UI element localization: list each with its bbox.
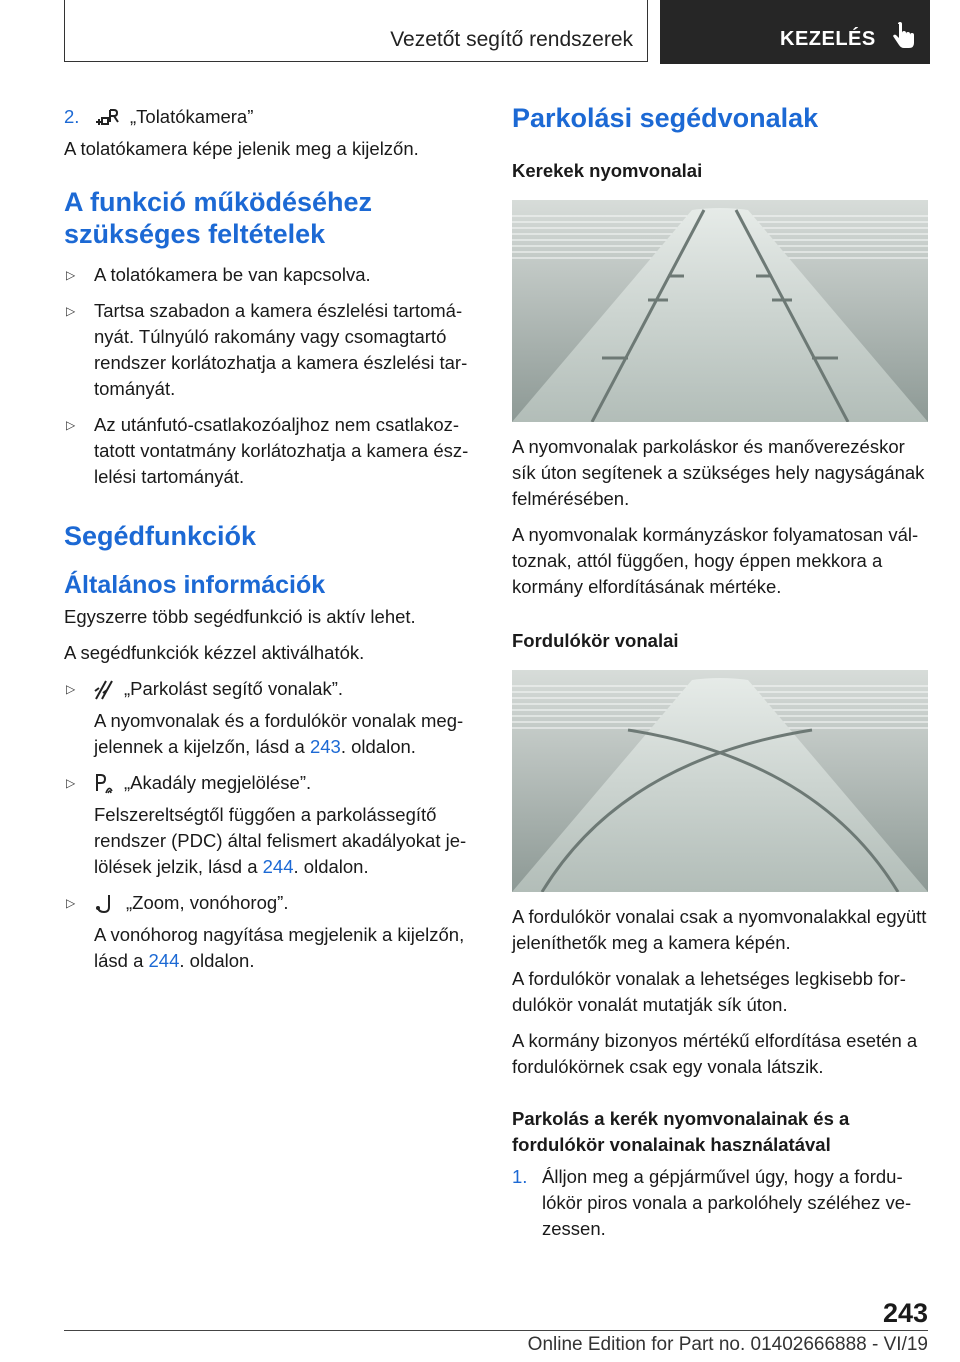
step-number: 2. [64,106,80,127]
rear-camera-icon [94,108,120,128]
heading-parking-lines: Parkolási segédvonalak [512,103,819,133]
section-title: Vezetőt segítő rendszerek [390,28,633,51]
paragraph: A fordulókör vonalak a lehetséges legkisebb fordulókör vonalát mutatják sík úton. [512,968,906,1015]
step-1 [512,1164,928,1242]
right-column [512,96,928,1242]
heading-parking-usage: Parkolás a kerék nyomvonalainak és a fordulókör vonalainak használatával [512,1108,850,1155]
list-item: ▷ „Akadály megjelölése”. Felszereltségtől függően a parkolássegítő rendszer (PDC) által felismert akadályokat jelölések jelzik, lásd a 244. oldalon. [66,772,467,877]
step-2 [64,104,478,130]
heading-prerequisites: A funkció működéséhez szükséges feltételek [64,187,373,249]
edition-text: Online Edition for Part no. 01402666888 - VI/19 [527,1334,928,1355]
step-text: Álljon meg a gépjárművel úgy, hogy a fordulókör piros vonala a parkolóhely széléhez vezessen. [542,1166,912,1239]
list-item: ▷ Az utánfutó-csatlakozóaljhoz nem csatlakoztatott vontatmány korlátozhatja a kamera észlelési tartományát. [66,414,469,487]
triangle-bullet-icon: ▷ [66,776,76,790]
triangle-bullet-icon: ▷ [66,896,76,910]
paragraph: A fordulókör vonalai csak a nyomvonalakkal együtt jeleníthetők meg a kamera képén. [512,906,927,953]
paragraph: A segédfunkciók kézzel aktiválhatók. [64,642,365,663]
triangle-bullet-icon: ▷ [66,304,76,318]
turning-circle-camera-image [512,670,928,892]
list-item: ▷ „Zoom, vonóhorog”. A vonóhorog nagyítása megjelenik a kijelzőn, lásd a 244. oldalon. [66,892,465,971]
parking-lines-icon [94,679,114,701]
page-number: 243 [882,1298,928,1328]
paragraph: A nyomvonalak parkoláskor és manőverezéskor sík úton segítenek a szükséges hely nagyságának felmérésében. [512,436,925,509]
chapter-tab [660,0,930,64]
obstacle-marking-icon [94,773,114,795]
left-column [64,96,478,974]
list-item: ▷ Tartsa szabadon a kamera észlelési tartományát. Túlnyúló rakomány vagy csomagtartó rendszer korlátozhatja a kamera észlelési tartományát. [66,300,468,399]
triangle-bullet-icon: ▷ [66,268,76,282]
heading-general-info: Általános információk [64,571,326,599]
page-header [64,0,930,64]
triangle-bullet-icon: ▷ [66,682,76,696]
heading-wheel-tracks: Kerekek nyomvonalai [512,160,703,181]
heading-assist-functions: Segédfunkciók [64,521,257,551]
step-number: 1. [512,1166,528,1187]
page-link[interactable]: 244 [262,856,294,877]
section-tab [64,0,648,62]
hand-pointer-icon [892,22,916,52]
triangle-bullet-icon: ▷ [66,418,76,432]
chapter-title: KEZELÉS [780,28,876,50]
step-label: „Tolatókamera” [130,106,254,127]
tow-hitch-zoom-icon [94,893,116,915]
list-item: ▷ „Parkolást segítő vonalak”. A nyomvonalak és a fordulókör vonalak megjelennek a kijelzőn, lásd a 243. oldalon. [66,678,464,757]
paragraph: Egyszerre több segédfunkció is aktív lehet. [64,606,416,627]
page-link[interactable]: 243 [309,736,341,757]
step-text: A tolatókamera képe jelenik meg a kijelzőn. [64,138,419,159]
heading-turning-circle: Fordulókör vonalai [512,630,679,651]
list-item: ▷ A tolatókamera be van kapcsolva. [64,262,478,288]
footer-divider [64,1330,928,1331]
wheel-tracks-camera-image [512,200,928,422]
paragraph: A nyomvonalak kormányzáskor folyamatosan változnak, attól függően, hogy éppen mekkora a kormány elfordításának mértéke. [512,524,919,597]
page-link[interactable]: 244 [148,950,180,971]
paragraph: A kormány bizonyos mértékű elfordítása esetén a fordulókörnek csak egy vonala látszik. [512,1030,918,1077]
